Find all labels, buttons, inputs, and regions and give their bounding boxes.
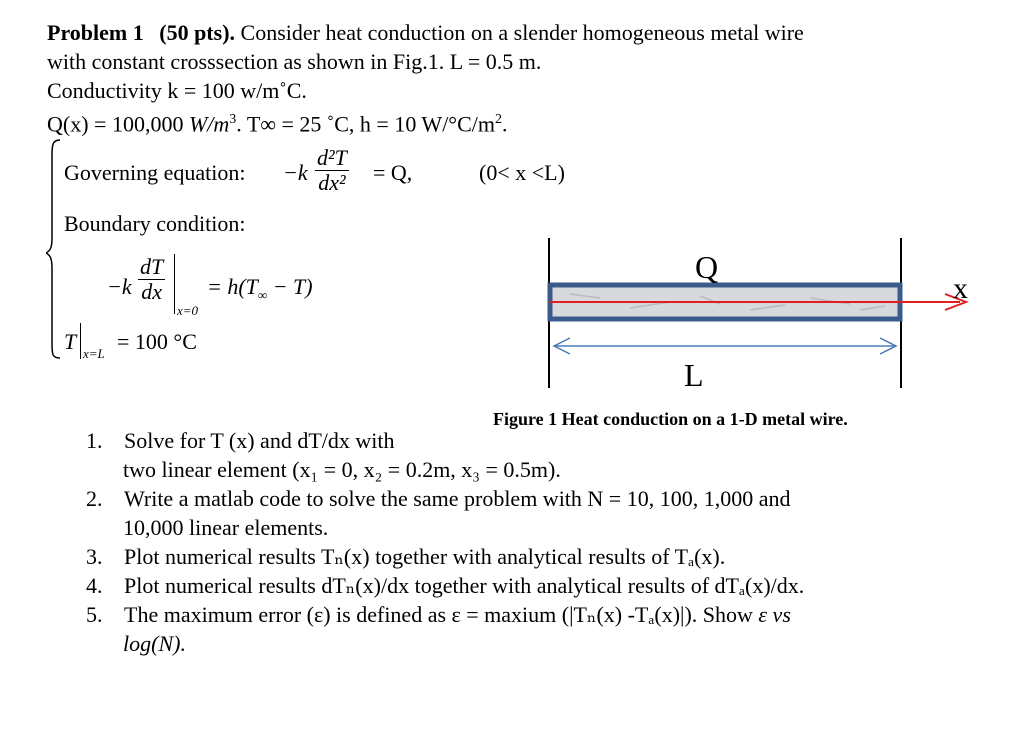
left-brace: [46, 138, 66, 360]
bc1-denominator: dx: [141, 279, 162, 304]
task-number: 3.: [86, 544, 103, 569]
governing-denominator: dx²: [318, 170, 346, 195]
t-inf-text: . T∞ = 25 ˚C, h = 10 W/°C/m: [236, 111, 495, 137]
t-inf-exp: 2: [495, 112, 502, 127]
q-unit: W/m: [188, 111, 230, 137]
task-number: 2.: [86, 486, 103, 511]
problem-intro-2: with constant crosssection as shown in Fig.1. L = 0.5 m.: [47, 49, 542, 74]
list-item: [86, 600, 791, 629]
evaluation-bar: [80, 323, 81, 359]
list-item: [86, 542, 725, 571]
problem-points: (50 pts).: [159, 20, 236, 45]
x-axis-label: x: [953, 272, 968, 305]
list-item: [86, 484, 790, 513]
task-text: Write a matlab code to solve the same problem with N = 10, 100, 1,000 and: [124, 486, 791, 511]
length-label: L: [684, 357, 704, 393]
task-text: Plot numerical results dTₙ(x)/dx together with analytical results of dTₐ(x)/dx.: [124, 573, 805, 598]
problem-title-line: [47, 18, 804, 47]
task-text-continued: 10,000 linear elements.: [123, 515, 329, 540]
list-item: [86, 426, 395, 455]
task-text-continued: log(N).: [123, 631, 186, 656]
governing-lhs: −k: [283, 160, 308, 185]
source-term-line: [47, 105, 508, 138]
task-number: 4.: [86, 573, 103, 598]
governing-domain: (0< x <L): [479, 160, 565, 185]
bc2-subscript: x=L: [83, 346, 105, 361]
bc2-lhs: T: [64, 329, 77, 354]
q-figure-label: Q: [695, 249, 719, 285]
bc1-subscript: x=0: [177, 303, 199, 318]
task-text-continued: two linear element (x₁ = 0, x₂ = 0.2m, x₃ = 0.5m).: [123, 457, 561, 482]
governing-numerator: d²T: [317, 145, 347, 170]
boundary-label: Boundary condition:: [64, 211, 246, 236]
governing-label: Governing equation:: [64, 160, 246, 185]
conductivity-line: Conductivity k = 100 w/m˚C.: [47, 78, 307, 103]
figure-caption: Figure 1 Heat conduction on a 1-D metal wire.: [493, 409, 848, 429]
wire-figure: [540, 230, 980, 400]
bc1-numerator: dT: [140, 254, 164, 279]
task-number: 1.: [86, 428, 103, 453]
bc1-rhs-sub: ∞: [257, 287, 268, 303]
q-label: Q(x) = 100,000: [47, 111, 189, 137]
task-text: The maximum error (ε) is defined as ε = maxium (|Tₙ(x) -Tₐ(x)|). Show: [124, 602, 759, 627]
list-item: [86, 571, 804, 600]
t-inf-end: .: [502, 111, 508, 137]
q-unit-exp: 3: [229, 112, 237, 127]
task-text-italic: ε vs: [758, 602, 791, 627]
task-text: Solve for T (x) and dT/dx with: [124, 428, 395, 453]
bc2-rhs: = 100 °C: [117, 329, 197, 354]
evaluation-bar: [174, 254, 175, 314]
bc1-rhs-end: − T): [267, 274, 313, 299]
bc1-rhs-text: = h(T: [207, 274, 258, 299]
governing-rhs: = Q,: [373, 160, 413, 185]
bc1-lhs: −k: [107, 274, 132, 299]
problem-heading: Problem 1: [47, 20, 144, 45]
bc1-rhs: [207, 272, 313, 309]
problem-intro-1: Consider heat conduction on a slender homogeneous metal wire: [240, 20, 804, 45]
task-text: Plot numerical results Tₙ(x) together with analytical results of Tₐ(x).: [124, 544, 726, 569]
governing-fraction: [315, 146, 349, 195]
bc1-fraction: [138, 255, 165, 304]
task-number: 5.: [86, 602, 103, 627]
